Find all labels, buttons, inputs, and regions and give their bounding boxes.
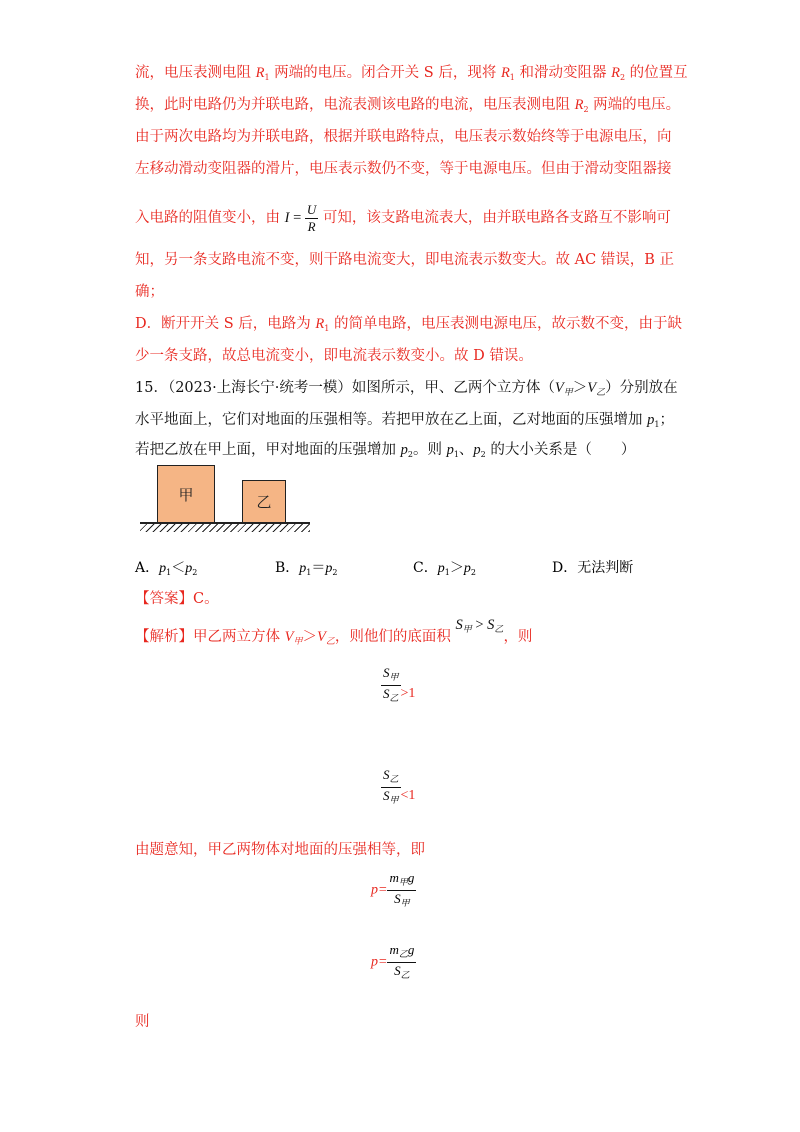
option-d: D．无法判断 <box>552 560 634 576</box>
pressure-jia-equation: p= $\frac{m_甲g}{S_甲}$ <box>371 870 416 911</box>
ratio-yi-jia: $\frac{S_乙}{S_甲}$ <1 <box>381 767 415 808</box>
solution-line-2: 换，此时电路仍为并联电路，电流表测该电路的电流，电压表测电阻 $R_2$ 两端的电压。 <box>135 97 681 114</box>
cube-yi: 乙 <box>242 480 286 523</box>
solution-line-4: 左移动滑动变阻器的滑片，电压表示数仍不变，等于电源电压。但由于滑动变阻器接 <box>135 161 672 177</box>
area-inequality: $S_甲 > S_乙$ <box>455 617 504 634</box>
option-a: A．$p_1<p_2$ <box>135 560 198 577</box>
analysis-line-1: 【解析】甲乙两立方体 $V_甲>V_乙$，则他们的底面积 $S_甲 > S_乙$，则 <box>135 617 533 647</box>
solution-line-3: 由于两次电路均为并联电路，根据并联电路特点，电压表示数始终等于电源电压，向 <box>135 129 672 145</box>
solution-line-1: 流，电压表测电阻 $R_1$ 两端的电压。闭合开关 S 后，现将 $R_1$ 和滑动变阻器 $R_2$ 的位置互 <box>135 65 688 82</box>
question-15-line-1: 15．（2023·上海长宁·统考一模）如图所示，甲、乙两个立方体$(V_甲>V_乙)$分别放在 <box>135 380 678 398</box>
analysis-then: 则 <box>135 1014 150 1030</box>
ground-hatching <box>140 523 310 532</box>
question-15-line-3: 若把乙放在甲上面，甲对地面的压强增加 $p_2$。则 $p_1$、$p_2$ 的大小关系是（ ） <box>135 442 636 459</box>
question-15-line-2: 水平地面上，它们对地面的压强相等。若把甲放在乙上面，乙对地面的压强增加 $p_1$； <box>135 412 674 429</box>
solution-line-6: 知，另一条支路电流不变，则干路电流变大，即电流表示数变大。故 AC 错误，B 正 <box>135 252 675 268</box>
analysis-condition: 由题意知，甲乙两物体对地面的压强相等，即 <box>135 842 425 858</box>
solution-line-7: 确； <box>135 284 164 300</box>
solution-line-8: D．断开开关 S 后，电路为 $R_1$ 的简单电路，电压表测电源电压，故示数不变，由于缺 <box>135 316 682 333</box>
pressure-yi-equation: p= $\frac{m_乙g}{S_乙}$ <box>371 942 416 983</box>
ohm-law-formula: I = $\frac{U}{R}$ <box>284 202 317 235</box>
ratio-jia-yi: $\frac{S_甲}{S_乙}$ >1 <box>381 665 415 706</box>
option-b: B．$p_1=p_2$ <box>275 560 338 577</box>
cube-jia: 甲 <box>157 465 215 523</box>
answer-line: 【答案】C。 <box>135 591 219 607</box>
option-c: C．$p_1>p_2$ <box>413 560 476 577</box>
solution-line-5: 入电路的阻值变小，由 I = $\frac{U}{R}$ 可知，该支路电流表大，由并联电路各支路互不影响可 <box>135 202 671 235</box>
solution-line-9: 少一条支路，故总电流变小，即电流表示数变小。故 D 错误。 <box>135 348 533 364</box>
cubes-figure <box>140 463 310 533</box>
